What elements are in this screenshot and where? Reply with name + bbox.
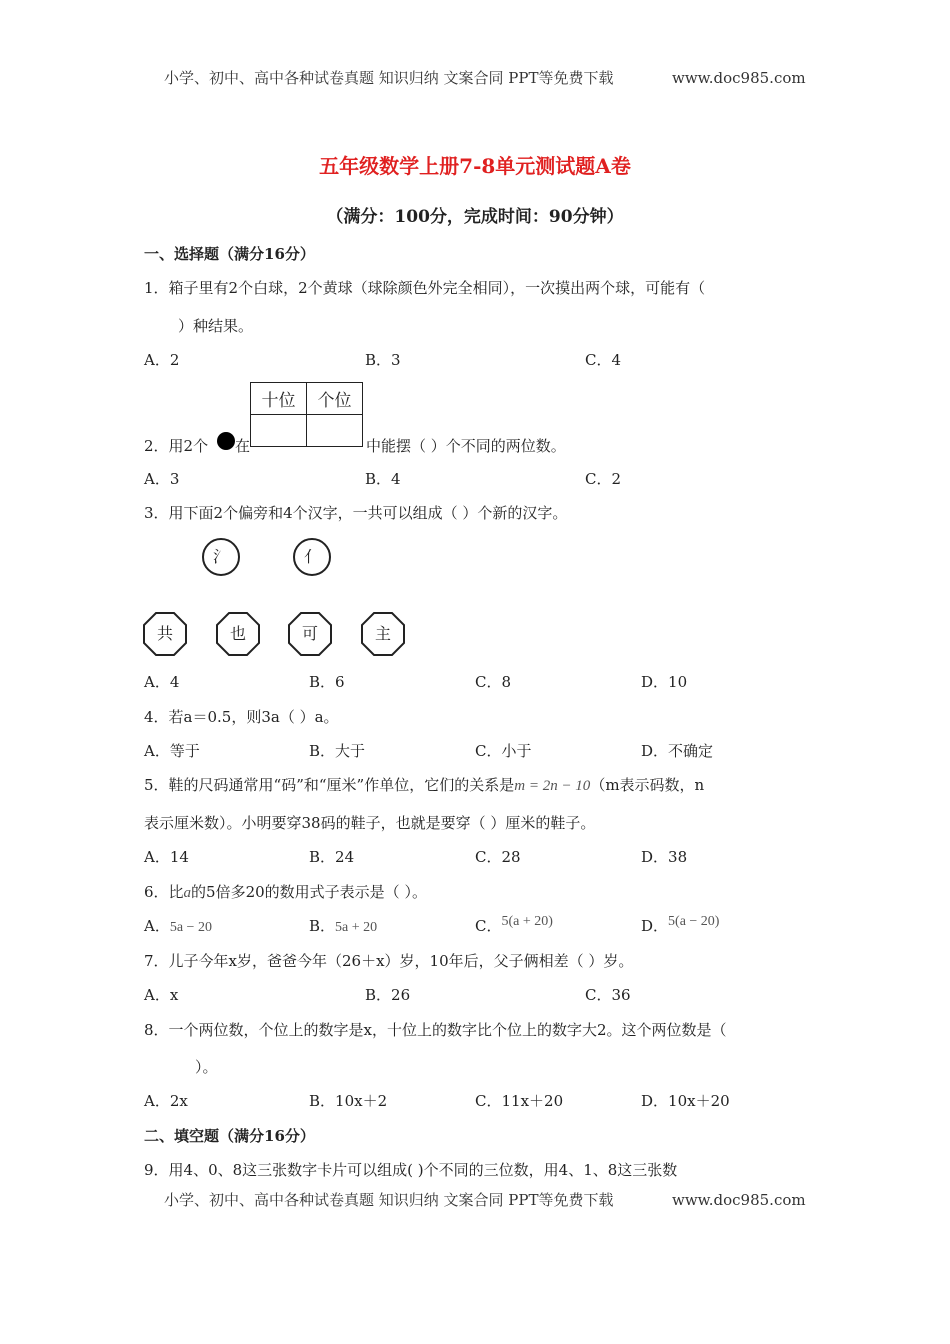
q7-option-c: C．36 bbox=[585, 986, 631, 1004]
shoe-size-formula: m = 2n − 10 bbox=[514, 778, 591, 794]
radical-circle-person: 亻 bbox=[293, 538, 331, 576]
q5-option-d: D．38 bbox=[641, 848, 688, 866]
question-6-text bbox=[144, 882, 427, 903]
q4-option-a: A．等于 bbox=[144, 742, 200, 760]
question-5-text bbox=[144, 775, 704, 796]
table-cell-tens bbox=[251, 415, 307, 447]
question-1-text: 1．箱子里有2个白球，2个黄球（球除颜色外完全相同），一次摸出两个球，可能有（ bbox=[144, 279, 706, 297]
question-2-text-pre: 2．用2个 bbox=[144, 437, 209, 455]
header-text: 小学、初中、高中各种试卷真题 知识归纳 文案合同 PPT等免费下载 bbox=[164, 69, 614, 87]
variable-a: a bbox=[183, 885, 192, 901]
q6-option-d bbox=[641, 916, 719, 938]
character-octagon-3 bbox=[288, 612, 332, 656]
character-label: 可 bbox=[301, 624, 318, 643]
option-letter: A． bbox=[144, 917, 170, 935]
question-8-text-cont: ）。 bbox=[195, 1058, 218, 1076]
q3-option-b: B．6 bbox=[309, 673, 345, 691]
q3-option-d: D．10 bbox=[641, 673, 688, 691]
place-value-table bbox=[250, 382, 363, 447]
q2-option-a: A．3 bbox=[144, 470, 180, 488]
q2-option-c: C．2 bbox=[585, 470, 622, 488]
question-6-text-pre: 6．比 bbox=[144, 883, 184, 901]
option-letter: C． bbox=[475, 917, 502, 935]
option-letter: B． bbox=[309, 917, 336, 935]
question-3-text: 3．用下面2个偏旁和4个汉字，一共可以组成（ ）个新的汉字。 bbox=[144, 504, 568, 522]
q2-option-b: B．4 bbox=[365, 470, 401, 488]
q4-option-d: D．不确定 bbox=[641, 742, 714, 760]
q1-option-c: C．4 bbox=[585, 351, 622, 369]
q6-option-a bbox=[144, 916, 212, 938]
character-octagon-2 bbox=[216, 612, 260, 656]
page-subtitle: （满分：100分，完成时间：90分钟） bbox=[326, 207, 624, 227]
section-heading-choice: 一、选择题（满分16分） bbox=[144, 245, 315, 263]
question-2-text-post: 中能摆（ ）个不同的两位数。 bbox=[366, 437, 566, 455]
question-6-text-post: 的5倍多20的数用式子表示是（ ）。 bbox=[191, 883, 427, 901]
radical-circle-water: 氵 bbox=[202, 538, 240, 576]
question-5-text-post: （m表示码数，n bbox=[590, 776, 705, 794]
q3-option-a: A．4 bbox=[144, 673, 180, 691]
section-heading-fill: 二、填空题（满分16分） bbox=[144, 1127, 315, 1145]
question-7-text: 7．儿子今年x岁，爸爸今年（26＋x）岁，10年后，父子俩相差（ ）岁。 bbox=[144, 952, 634, 970]
question-5-text-cont: 表示厘米数）。小明要穿38码的鞋子，也就是要穿（ ）厘米的鞋子。 bbox=[144, 814, 596, 832]
q6-option-c bbox=[475, 916, 553, 938]
q5-option-b: B．24 bbox=[309, 848, 355, 866]
character-octagon-4 bbox=[361, 612, 405, 656]
question-4-text: 4．若a＝0.5，则3a（ ）a。 bbox=[144, 708, 339, 726]
header-site-link[interactable]: www.doc985.com bbox=[672, 69, 806, 87]
table-cell-ones bbox=[307, 415, 363, 447]
q1-option-a: A．2 bbox=[144, 351, 180, 369]
footer-text: 小学、初中、高中各种试卷真题 知识归纳 文案合同 PPT等免费下载 bbox=[164, 1191, 614, 1209]
q3-option-c: C．8 bbox=[475, 673, 512, 691]
q4-option-c: C．小于 bbox=[475, 742, 532, 760]
character-label: 也 bbox=[229, 624, 246, 643]
option-expression: 5(a + 20) bbox=[501, 914, 553, 929]
question-8-text: 8．一个两位数，个位上的数字是x，十位上的数字比个位上的数字大2。这个两位数是（ bbox=[144, 1021, 727, 1039]
q8-option-c: C．11x＋20 bbox=[475, 1092, 564, 1110]
footer-site-link[interactable]: www.doc985.com bbox=[672, 1191, 806, 1209]
character-label: 共 bbox=[156, 624, 173, 643]
q8-option-d: D．10x＋20 bbox=[641, 1092, 730, 1110]
q6-option-b bbox=[309, 916, 377, 938]
q8-option-b: B．10x＋2 bbox=[309, 1092, 388, 1110]
q4-option-b: B．大于 bbox=[309, 742, 366, 760]
question-5-text-pre: 5．鞋的尺码通常用“码”和“厘米”作单位，它们的关系是 bbox=[144, 776, 515, 794]
q5-option-c: C．28 bbox=[475, 848, 521, 866]
q5-option-a: A．14 bbox=[144, 848, 189, 866]
option-expression: 5a − 20 bbox=[169, 920, 212, 935]
q8-option-a: A．2x bbox=[144, 1092, 188, 1110]
q7-option-a: A．x bbox=[144, 986, 179, 1004]
question-9-text: 9．用4、0、8这三张数字卡片可以组成( )个不同的三位数，用4、1、8这三张数 bbox=[144, 1161, 678, 1179]
q1-option-b: B．3 bbox=[365, 351, 401, 369]
table-header-tens: 十位 bbox=[251, 383, 307, 415]
option-expression: 5(a − 20) bbox=[668, 914, 720, 929]
option-letter: D． bbox=[641, 917, 669, 935]
character-label: 主 bbox=[374, 624, 391, 643]
character-octagon-1 bbox=[143, 612, 187, 656]
page-title: 五年级数学上册7-8单元测试题A卷 bbox=[319, 154, 631, 178]
bead-icon bbox=[217, 432, 235, 450]
q7-option-b: B．26 bbox=[365, 986, 411, 1004]
question-2-text-mid: 在 bbox=[235, 437, 251, 455]
table-header-ones: 个位 bbox=[307, 383, 363, 415]
option-expression: 5a + 20 bbox=[335, 920, 378, 935]
question-1-text-cont: ）种结果。 bbox=[178, 317, 254, 335]
